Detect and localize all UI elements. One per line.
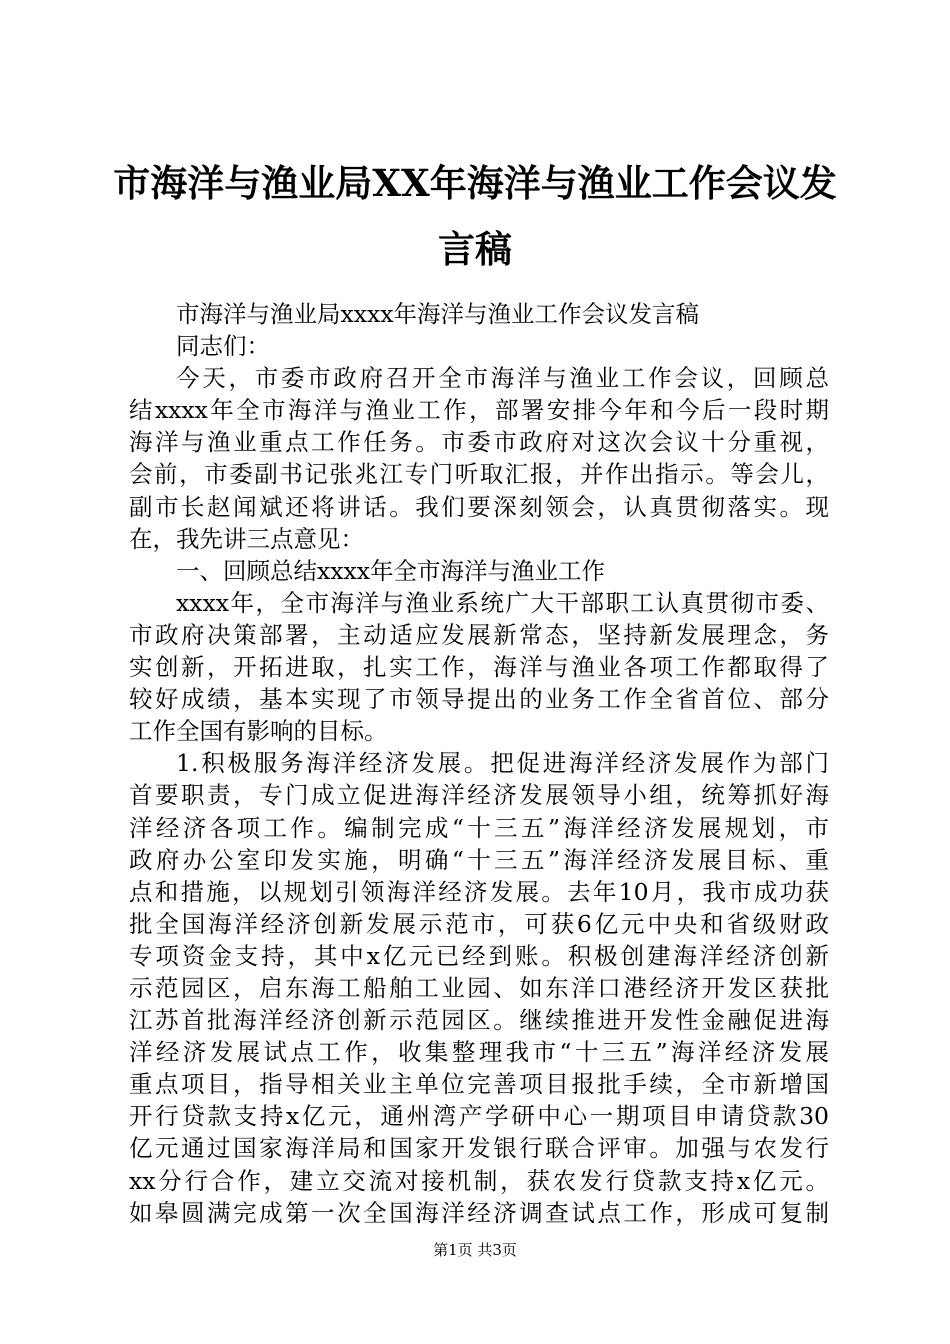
body-line: 开行贷款支持x亿元，通州湾产学研中心一期项目申请贷款30 (129, 1102, 829, 1131)
page-footer: 第1页 共3页 (433, 1241, 517, 1259)
body-line: 会前，市委副书记张兆江专门听取汇报，并作出指示。等会儿， (129, 460, 829, 489)
body-line: 同志们： (176, 332, 270, 361)
body-line: 副市长赵闻斌还将讲话。我们要深刻领会，认真贯彻落实。现 (129, 492, 829, 521)
body-line: 洋经济各项工作。编制完成“十三五”海洋经济发展规划，市 (129, 813, 829, 842)
body-line: 实创新，开拓进取，扎实工作，海洋与渔业各项工作都取得了 (129, 653, 829, 682)
body-line: 政府办公室印发实施，明确“十三五”海洋经济发展目标、重 (129, 845, 829, 874)
body-line: 江苏首批海洋经济创新示范园区。继续推进开发性金融促进海 (129, 1006, 829, 1035)
body-line: 亿元通过国家海洋局和国家开发银行联合评审。加强与农发行 (129, 1134, 829, 1163)
body-line: 一、回顾总结xxxx年全市海洋与渔业工作 (176, 556, 606, 585)
document-title-line-2: 言稿 (438, 227, 512, 271)
document-body (129, 298, 829, 1229)
body-line: 结xxxx年全市海洋与渔业工作，部署安排今年和今后一段时期 (129, 396, 829, 425)
body-line: 市海洋与渔业局xxxx年海洋与渔业工作会议发言稿 (176, 300, 700, 328)
body-line: 今天，市委市政府召开全市海洋与渔业工作会议，回顾总 (176, 364, 829, 393)
body-line: xx分行合作，建立交流对接机制，获农发行贷款支持x亿元。 (129, 1166, 829, 1195)
body-line: 在，我先讲三点意见： (129, 524, 364, 553)
body-line: 重点项目，指导相关业主单位完善项目报批手续，全市新增国 (129, 1070, 829, 1099)
body-line: xxxx年，全市海洋与渔业系统广大干部职工认真贯彻市委、 (176, 588, 829, 617)
body-line: 较好成绩，基本实现了市领导提出的业务工作全省首位、部分 (129, 685, 829, 714)
body-line: 海洋与渔业重点工作任务。市委市政府对这次会议十分重视， (129, 428, 829, 457)
body-line: 批全国海洋经济创新发展示范市，可获6亿元中央和省级财政 (129, 909, 829, 938)
body-line: 首要职责，专门成立促进海洋经济发展领导小组，统筹抓好海 (129, 781, 829, 810)
body-line: 专项资金支持，其中x亿元已经到账。积极创建海洋经济创新 (129, 941, 829, 970)
body-line: 1.积极服务海洋经济发展。把促进海洋经济发展作为部门 (176, 749, 829, 778)
body-line: 如皋圆满完成第一次全国海洋经济调查试点工作，形成可复制 (129, 1198, 829, 1227)
body-line: 点和措施，以规划引领海洋经济发展。去年10月，我市成功获 (129, 877, 829, 906)
body-line: 工作全国有影响的目标。 (129, 717, 388, 746)
body-line: 市政府决策部署，主动适应发展新常态，坚持新发展理念，务 (129, 620, 829, 649)
document-title-line-1: 市海洋与渔业局XX年海洋与渔业工作会议发 (113, 161, 837, 205)
body-line: 洋经济发展试点工作，收集整理我市“十三五”海洋经济发展 (129, 1038, 829, 1067)
body-line: 示范园区，启东海工船舶工业园、如东洋口港经济开发区获批 (129, 973, 829, 1002)
